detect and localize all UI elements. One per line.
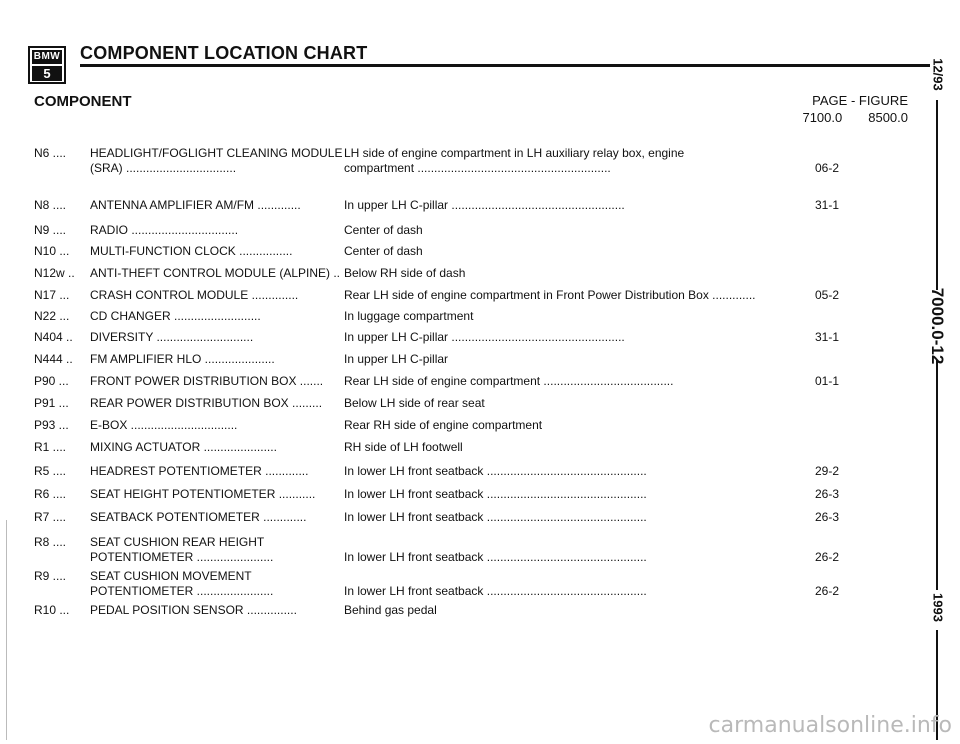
- component-name: FM AMPLIFIER HLO .....................: [90, 352, 275, 366]
- component-name: HEADREST POTENTIOMETER .............: [90, 464, 309, 478]
- component-name: REAR POWER DISTRIBUTION BOX .........: [90, 396, 323, 410]
- component-code: N17 ...: [34, 288, 70, 302]
- component-location: In upper LH C-pillar ....................................................: [344, 330, 625, 344]
- bmw-logo: [28, 46, 66, 84]
- component-code: R6 ....: [34, 487, 67, 501]
- page-figure-ref: 05-2: [814, 288, 839, 302]
- component-heading: COMPONENT: [34, 93, 132, 110]
- component-location: In lower LH front seatback ................................................: [344, 510, 647, 524]
- page-title: COMPONENT LOCATION CHART: [80, 43, 368, 63]
- component-location: Behind gas pedal: [344, 603, 437, 617]
- component-code: P93 ...: [34, 418, 69, 432]
- page-figure-ref: 31-1: [814, 198, 839, 212]
- page-figure-ref: 26-3: [814, 510, 839, 524]
- component-code: R9 ....: [34, 569, 67, 583]
- component-location: In lower LH front seatback ................................................: [344, 464, 647, 478]
- component-location: Rear LH side of engine compartment in Front Power Distribution Box .............: [344, 288, 756, 302]
- component-code: R5 ....: [34, 464, 67, 478]
- component-location: LH side of engine compartment in LH auxiliary relay box, engine: [344, 146, 685, 160]
- component-location: Rear LH side of engine compartment .......................................: [344, 374, 674, 388]
- component-name: ANTENNA AMPLIFIER AM/FM .............: [90, 198, 301, 212]
- page-figure-ref: 26-2: [814, 584, 839, 598]
- page-figure-ref: 01-1: [814, 374, 839, 388]
- component-name: E-BOX ................................: [90, 418, 238, 432]
- component-location: Below RH side of dash: [344, 266, 466, 280]
- component-name-continued: POTENTIOMETER .......................: [90, 584, 274, 598]
- component-location: Center of dash: [344, 244, 423, 258]
- component-name: MIXING ACTUATOR ......................: [90, 440, 277, 454]
- component-code: N6 ....: [34, 146, 67, 160]
- component-code: R7 ....: [34, 510, 67, 524]
- component-code: N12w ..: [34, 266, 75, 280]
- component-name: ANTI-THEFT CONTROL MODULE (ALPINE) ..: [90, 266, 341, 280]
- component-name-continued: POTENTIOMETER .......................: [90, 550, 274, 564]
- component-code: N9 ....: [34, 223, 67, 237]
- component-location: RH side of LH footwell: [344, 440, 463, 454]
- page-figure-ref: 31-1: [814, 330, 839, 344]
- component-location: Center of dash: [344, 223, 423, 237]
- component-location-continued: In lower LH front seatback ................................................: [344, 584, 647, 598]
- page-figure-heading: PAGE - FIGURE: [812, 93, 908, 108]
- component-name: PEDAL POSITION SENSOR ...............: [90, 603, 297, 617]
- component-location: In upper LH C-pillar: [344, 352, 449, 366]
- component-location-continued: compartment ..........................................................: [344, 161, 611, 175]
- component-location: Below LH side of rear seat: [344, 396, 485, 410]
- side-date: 12/93: [930, 58, 946, 91]
- component-name: HEADLIGHT/FOGLIGHT CLEANING MODULE: [90, 146, 343, 160]
- component-name-continued: (SRA) .................................: [90, 161, 237, 175]
- component-location: In lower LH front seatback ................................................: [344, 487, 647, 501]
- component-name: CRASH CONTROL MODULE ..............: [90, 288, 299, 302]
- watermark: carmanualsonline.info: [708, 713, 952, 738]
- component-name: FRONT POWER DISTRIBUTION BOX .......: [90, 374, 324, 388]
- component-code: R1 ....: [34, 440, 67, 454]
- component-location-continued: In lower LH front seatback ................................................: [344, 550, 647, 564]
- component-location: In upper LH C-pillar ....................................................: [344, 198, 625, 212]
- side-year: 1993: [930, 593, 946, 622]
- component-code: N10 ...: [34, 244, 70, 258]
- side-rule-middle: [936, 360, 938, 590]
- component-name: SEAT CUSHION MOVEMENT: [90, 569, 252, 583]
- component-location: In luggage compartment: [344, 309, 474, 323]
- component-name: SEAT HEIGHT POTENTIOMETER ...........: [90, 487, 316, 501]
- component-code: N22 ...: [34, 309, 70, 323]
- component-name: CD CHANGER ..........................: [90, 309, 261, 323]
- title-rule: [80, 64, 930, 67]
- side-section-number: 7000.0-12: [928, 287, 947, 365]
- component-name: SEAT CUSHION REAR HEIGHT: [90, 535, 265, 549]
- component-name: MULTI-FUNCTION CLOCK ................: [90, 244, 293, 258]
- side-rule-top: [936, 100, 938, 290]
- component-code: N8 ....: [34, 198, 67, 212]
- component-location: Rear RH side of engine compartment: [344, 418, 543, 432]
- page-figure-ref: 06-2: [814, 161, 839, 175]
- page-figure-ref: 26-3: [814, 487, 839, 501]
- left-margin-line: [6, 520, 7, 740]
- page-figure-ref: 29-2: [814, 464, 839, 478]
- page-value: 7100.0: [802, 110, 843, 125]
- logo-brand-text: BMW: [33, 51, 61, 62]
- component-name: DIVERSITY .............................: [90, 330, 254, 344]
- component-code: N444 ..: [34, 352, 73, 366]
- figure-value: 8500.0: [868, 110, 908, 125]
- component-code: R8 ....: [34, 535, 67, 549]
- component-code: P91 ...: [34, 396, 69, 410]
- component-name: RADIO ................................: [90, 223, 239, 237]
- component-name: SEATBACK POTENTIOMETER .............: [90, 510, 307, 524]
- component-code: P90 ...: [34, 374, 69, 388]
- component-code: R10 ...: [34, 603, 70, 617]
- component-code: N404 ..: [34, 330, 73, 344]
- logo-series-text: 5: [32, 66, 62, 81]
- page-figure-values: [802, 110, 908, 125]
- page-figure-ref: 26-2: [814, 550, 839, 564]
